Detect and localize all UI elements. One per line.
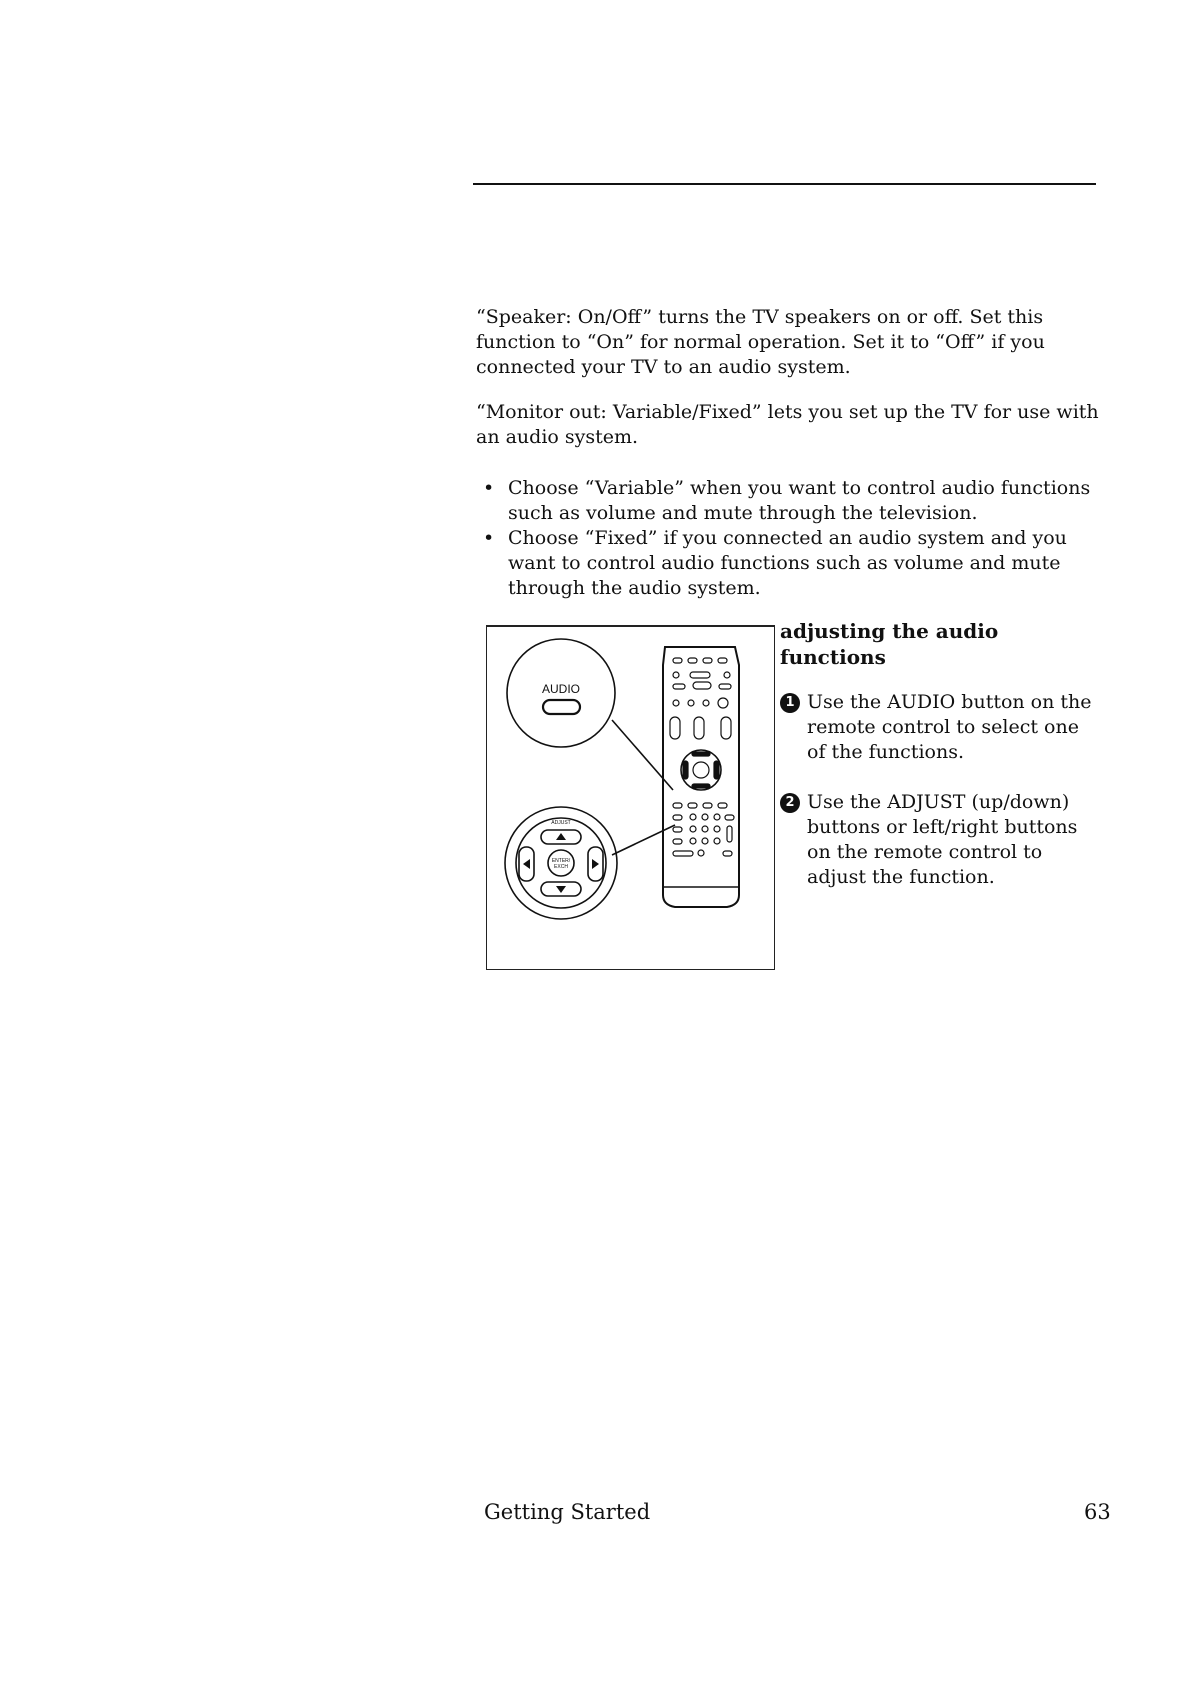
adjust-label: ADJUST [551, 820, 571, 826]
page-number: 63 [1084, 1500, 1111, 1524]
step-number-icon: 1 [780, 693, 800, 713]
header-rule [473, 183, 1096, 185]
step-number-icon: 2 [780, 793, 800, 813]
bullet-icon: • [483, 527, 495, 549]
bullet-icon: • [483, 477, 495, 499]
remote-body [663, 647, 739, 907]
audio-button-icon [543, 700, 580, 714]
list-item [476, 476, 1102, 526]
step-1 [780, 690, 1102, 765]
remote-control-figure [486, 625, 775, 970]
step-text: Use the AUDIO button on the remote control to select one of the functions. [807, 691, 1092, 763]
footer-section-title: Getting Started [484, 1500, 651, 1524]
step-text: Use the ADJUST (up/down) buttons or left/right buttons on the remote control to adjust the function. [807, 791, 1078, 888]
list-item [476, 526, 1102, 601]
exch-label: EXCH [554, 864, 568, 870]
remote-illustration [487, 625, 774, 969]
adjust-callout-line [612, 825, 675, 855]
step-2 [780, 790, 1102, 890]
audio-label: AUDIO [541, 682, 581, 696]
monitor-out-paragraph: “Monitor out: Variable/Fixed” lets you set up the TV for use with an audio system. [476, 401, 1099, 448]
adjusting-audio-section [780, 618, 1102, 915]
section-heading: adjusting the audio functions [780, 619, 999, 669]
bullet-text: Choose “Fixed” if you connected an audio system and you want to control audio functions such as volume and mute through the audio system. [508, 527, 1067, 599]
enter-label: ENTER/ [551, 858, 571, 864]
monitor-out-options [476, 476, 1102, 601]
speaker-paragraph: “Speaker: On/Off” turns the TV speakers on or off. Set this function to “On” for normal operation. Set it to “Off” if you connected your TV to an audio system. [476, 306, 1045, 378]
bullet-text: Choose “Variable” when you want to control audio functions such as volume and mute through the television. [508, 477, 1091, 524]
